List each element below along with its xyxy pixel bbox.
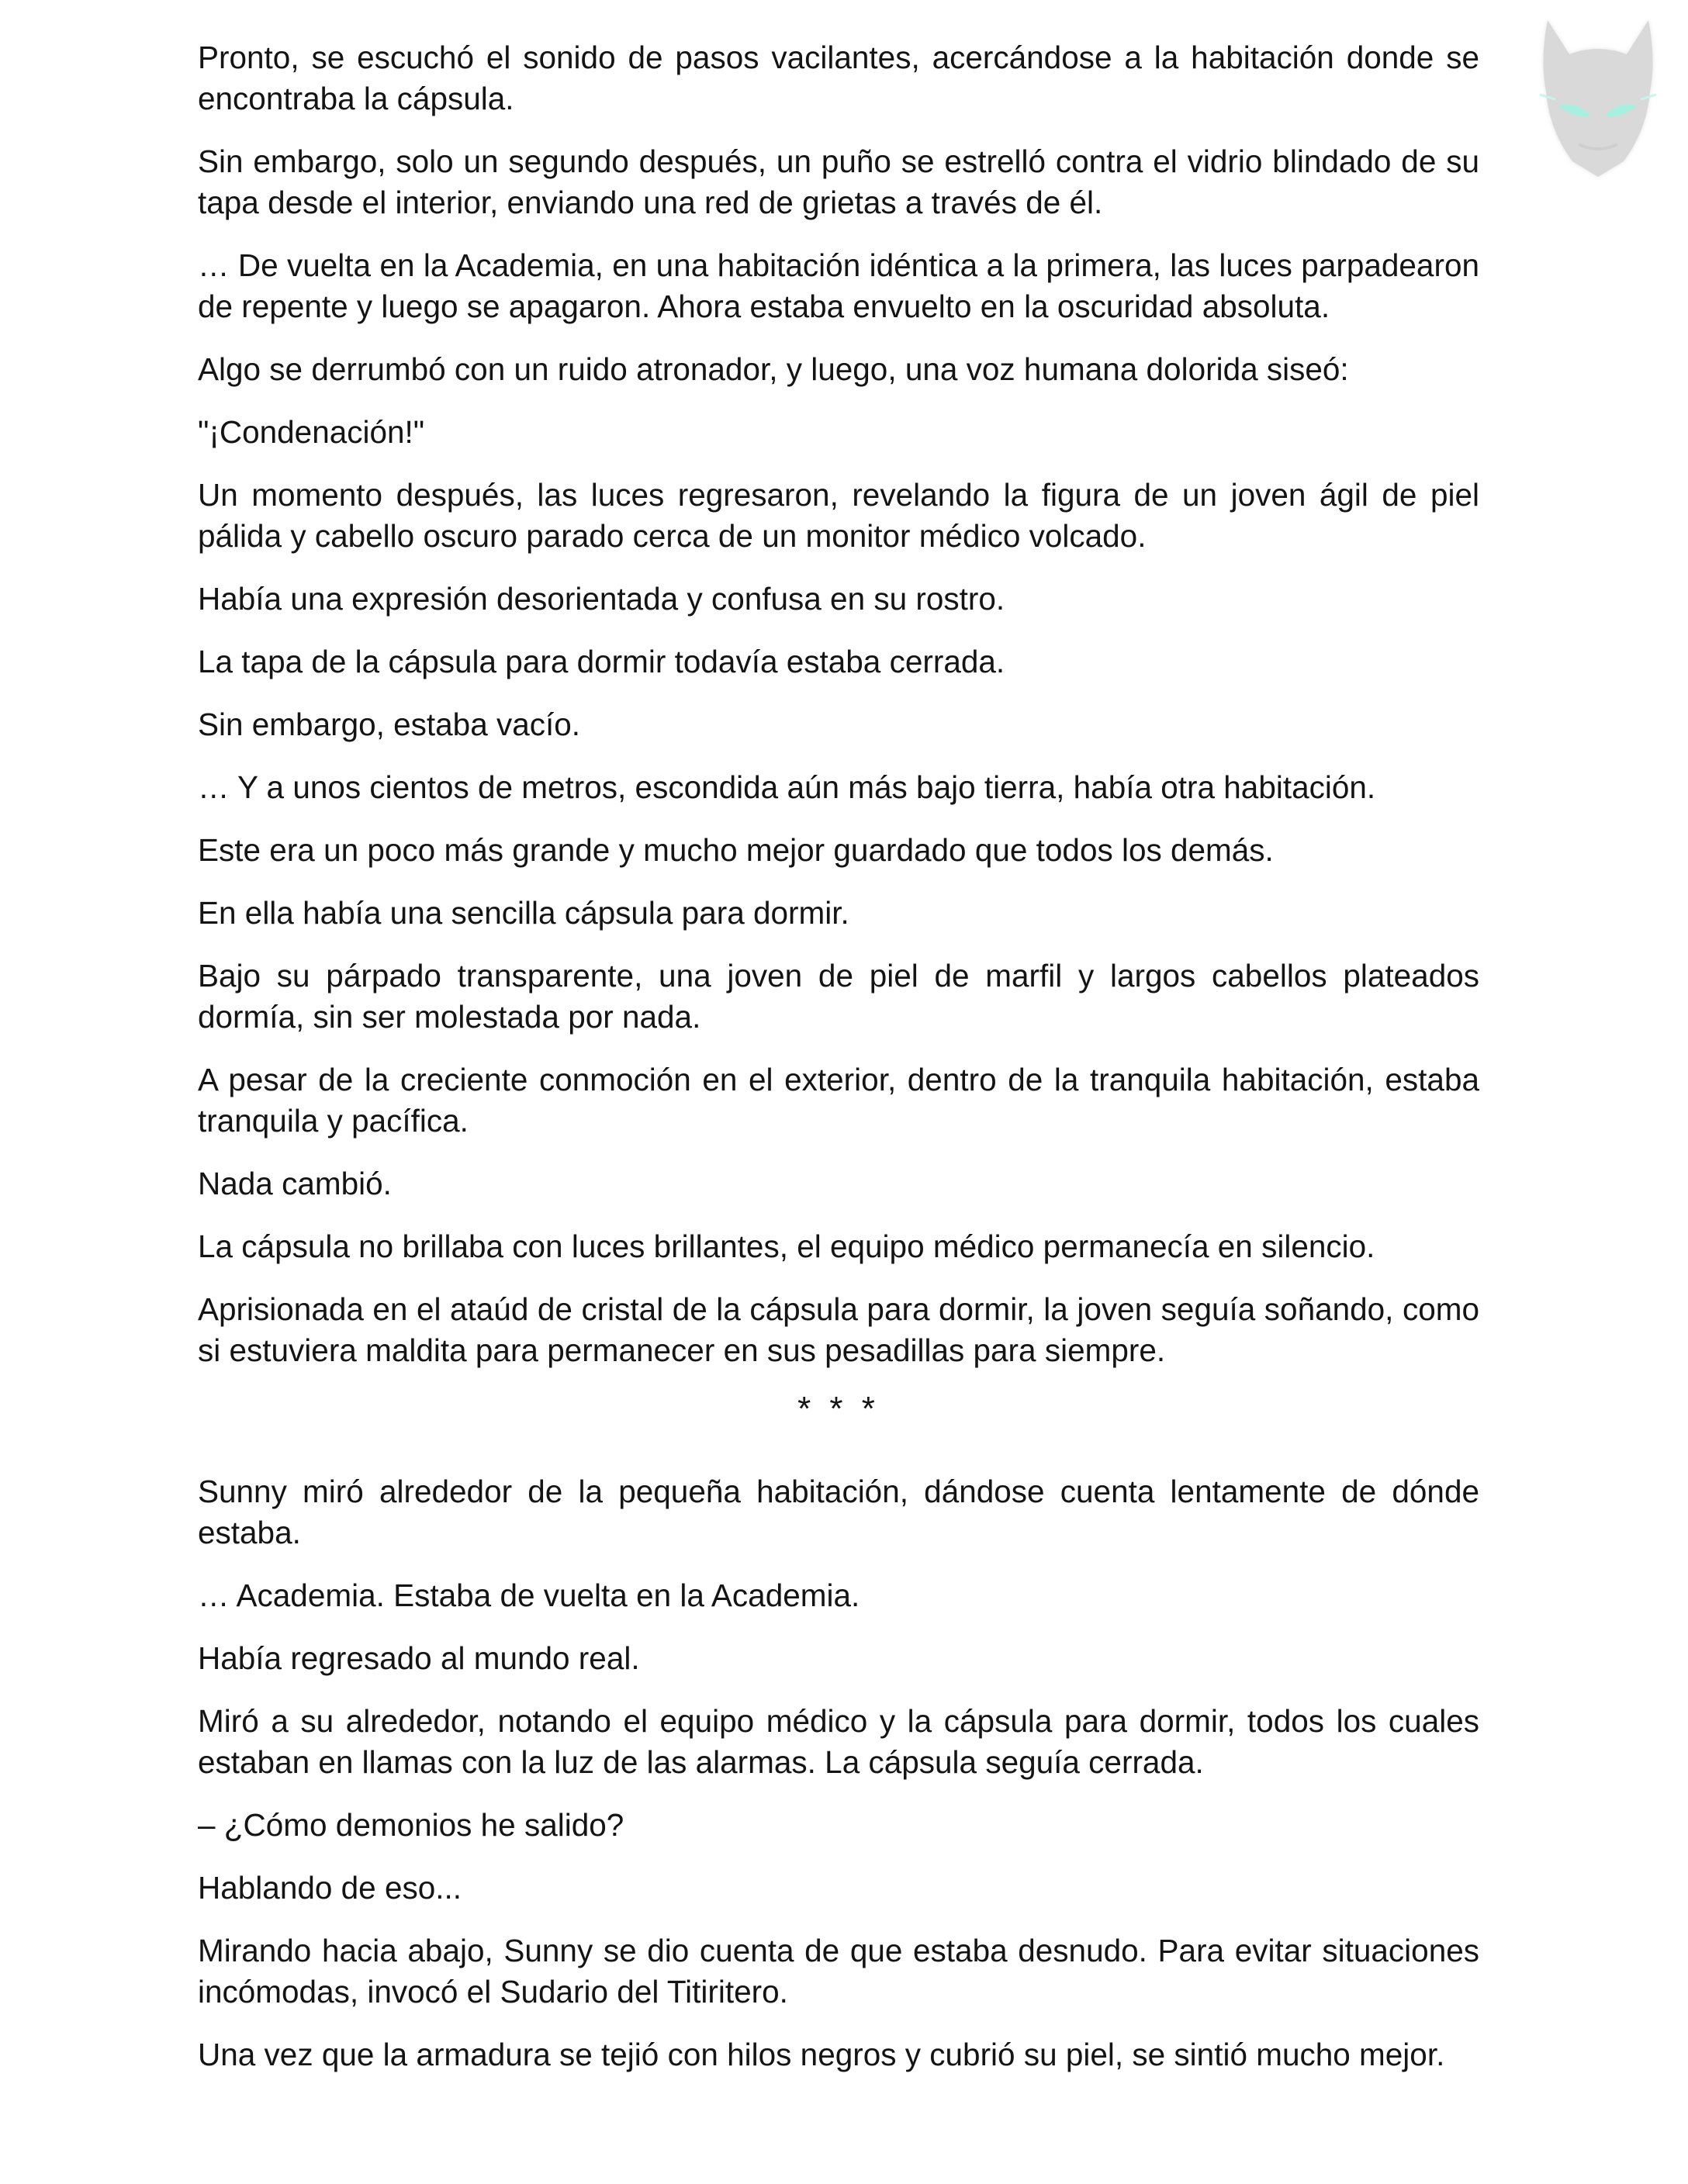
paragraph: Una vez que la armadura se tejió con hilos negros y cubrió su piel, se sintió mucho mejor. [198,2037,1445,2072]
paragraph: Bajo su párpado transparente, una joven de piel de marfil y largos cabellos plateados dormía, sin ser molestada por nada. [198,958,1479,1035]
section-separator: * * * [797,1390,880,1428]
paragraph: "¡Condenación!" [198,414,425,450]
paragraph: Un momento después, las luces regresaron, revelando la figura de un joven ágil de piel pálida y cabello oscuro parado cerca de un monitor médico volcado. [198,477,1479,554]
paragraph: En ella había una sencilla cápsula para dormir. [198,895,849,931]
demon-head-logo-icon [1524,14,1672,185]
paragraph: Algo se derrumbó con un ruido atronador, y luego, una voz humana dolorida siseó: [198,351,1349,387]
paragraph: Sunny miró alrededor de la pequeña habitación, dándose cuenta lentamente de dónde estaba. [198,1474,1479,1550]
paragraph: Hablando de eso... [198,1870,462,1906]
paragraph: Sin embargo, solo un segundo después, un puño se estrelló contra el vidrio blindado de su tapa desde el interior, enviando una red de grietas a través de él. [198,143,1479,220]
paragraph: La cápsula no brillaba con luces brillantes, el equipo médico permanecía en silencio. [198,1228,1375,1264]
paragraph: Sin embargo, estaba vacío. [198,707,581,742]
paragraph: A pesar de la creciente conmoción en el exterior, dentro de la tranquila habitación, estaba tranquila y pacífica. [198,1062,1479,1139]
dialogue-line: – ¿Cómo demonios he salido? [198,1807,624,1843]
paragraph: Miró a su alrededor, notando el equipo médico y la cápsula para dormir, todos los cuales estaban en llamas con la luz de las alarmas. La cápsula seguía cerrada. [198,1703,1479,1780]
document-body [198,37,1479,2097]
paragraph: Pronto, se escuchó el sonido de pasos vacilantes, acercándose a la habitación donde se encontraba la cápsula. [198,40,1479,116]
paragraph: … Y a unos cientos de metros, escondida aún más bajo tierra, había otra habitación. [198,769,1376,805]
paragraph: Nada cambió. [198,1166,392,1201]
paragraph: La tapa de la cápsula para dormir todavía estaba cerrada. [198,644,1005,679]
paragraph: … Academia. Estaba de vuelta en la Academia. [198,1578,860,1613]
paragraph: Había una expresión desorientada y confusa en su rostro. [198,581,1005,617]
paragraph: Aprisionada en el ataúd de cristal de la cápsula para dormir, la joven seguía soñando, como si estuviera maldita para permanecer en sus pesadillas para siempre. [198,1291,1479,1368]
paragraph: Este era un poco más grande y mucho mejor guardado que todos los demás. [198,832,1274,868]
paragraph: Había regresado al mundo real. [198,1640,640,1676]
paragraph: … De vuelta en la Academia, en una habitación idéntica a la primera, las luces parpadearon de repente y luego se apagaron. Ahora estaba envuelto en la oscuridad absoluta. [198,247,1479,324]
paragraph: Mirando hacia abajo, Sunny se dio cuenta de que estaba desnudo. Para evitar situaciones incómodas, invocó el Sudario del Titiritero. [198,1933,1479,2009]
